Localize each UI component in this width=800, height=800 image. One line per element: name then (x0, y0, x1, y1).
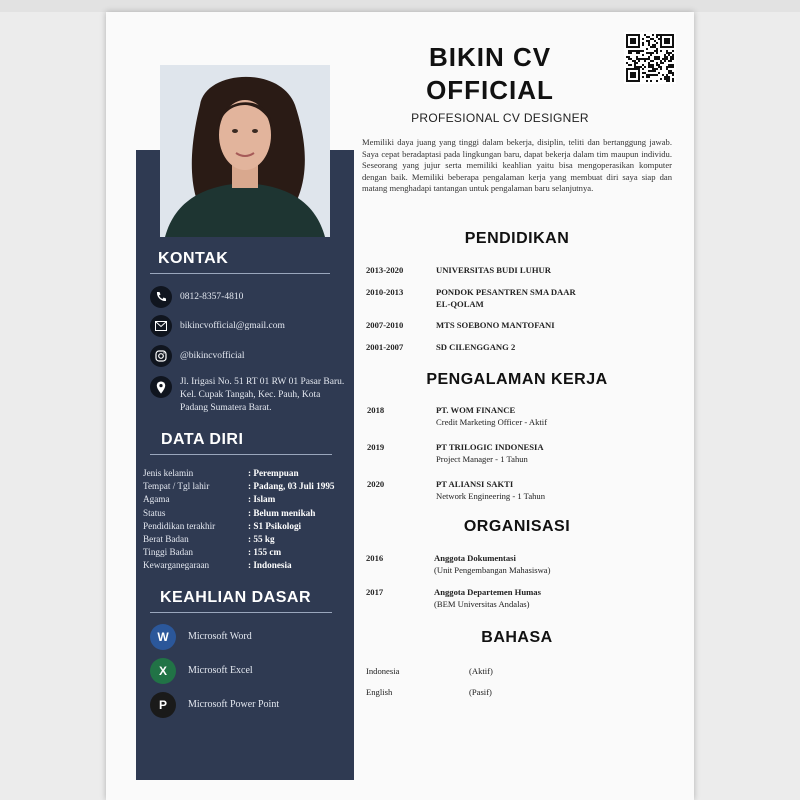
organisasi-entry (434, 553, 634, 576)
job-role: Project Manager - 1 Tahun (436, 453, 528, 464)
email-icon (150, 315, 172, 337)
school-name-line: MTS SOEBONO MANTOFANI (436, 320, 555, 330)
data-diri-value: : 55 kg (248, 534, 275, 544)
data-diri-value: : Indonesia (248, 560, 292, 571)
keahlian-heading: KEAHLIAN DASAR (160, 589, 311, 606)
organisasi-title: Anggota Dokumentasi (434, 553, 516, 563)
data-diri-label: Berat Badan (143, 534, 189, 544)
data-diri-row (143, 521, 358, 534)
data-diri-label: Agama (143, 494, 170, 505)
organisasi-heading: ORGANISASI (463, 518, 571, 535)
pengalaman-entry (436, 479, 636, 502)
data-diri-row (143, 494, 358, 507)
data-diri-value: : 155 cm (248, 547, 282, 558)
pengalaman-entry (436, 405, 636, 428)
contact-address: Jl. Irigasi No. 51 RT 01 RW 01 Pasar Baru. Kel. Cupak Tangah, Kec. Pauh, Kota Padang Sumatera Barat. (180, 377, 345, 413)
kontak-heading: KONTAK (158, 250, 229, 267)
data-diri-value: : Islam (248, 494, 276, 505)
school-name-line: SD CILENGGANG 2 (436, 342, 516, 352)
organisasi-year: 2017 (366, 587, 384, 597)
data-diri-row (143, 508, 358, 521)
pendidikan-year: 2010-2013 (366, 287, 404, 297)
data-diri-row (143, 481, 358, 494)
pendidikan-school (436, 265, 616, 277)
sidebar (136, 150, 354, 780)
pendidikan-heading: PENDIDIKAN (464, 230, 570, 247)
location-pin-icon (150, 376, 172, 398)
pengalaman-year: 2018 (367, 405, 385, 415)
data-diri-value: : Padang, 03 Juli 1995 (248, 481, 335, 492)
data-diri-label: Status (143, 507, 166, 518)
pengalaman-heading: PENGALAMAN KERJA (426, 371, 608, 388)
profile-photo (160, 65, 330, 237)
title-line-1: BIKIN CV (428, 42, 552, 72)
instagram-icon (150, 345, 172, 367)
skill-label: Microsoft Excel (188, 665, 253, 676)
data-diri-label: Tempat / Tgl lahir (143, 481, 210, 492)
language-level: (Aktif) (469, 666, 493, 676)
data-diri-label: Jenis kelamin (143, 468, 194, 478)
data-diri-row (143, 560, 358, 573)
data-diri-heading: DATA DIRI (161, 431, 244, 448)
skill-label: Microsoft Power Point (188, 699, 280, 710)
data-diri-label: Kewarganegaraan (143, 560, 210, 571)
language-level: (Pasif) (469, 687, 492, 697)
subtitle: PROFESIONAL CV DESIGNER (411, 111, 589, 125)
organisasi-detail: (BEM Universitas Andalas) (434, 598, 530, 609)
pendidikan-year: 2001-2007 (366, 342, 404, 352)
data-diri-divider (150, 454, 332, 455)
pendidikan-year: 2007-2010 (366, 320, 404, 330)
job-role: Credit Marketing Officer - Aktif (436, 416, 548, 427)
excel-icon: X (150, 658, 176, 684)
organisasi-year: 2016 (366, 553, 384, 563)
pengalaman-year: 2019 (367, 442, 385, 452)
language-name: English (366, 687, 393, 697)
pendidikan-year: 2013-2020 (366, 265, 404, 275)
pengalaman-year: 2020 (367, 479, 385, 489)
company-name: PT TRILOGIC INDONESIA (436, 442, 544, 452)
pendidikan-school (436, 287, 616, 310)
data-diri-value: : S1 Psikologi (248, 520, 302, 531)
contact-phone: 0812-8357-4810 (180, 292, 244, 302)
data-diri-label: Tinggi Badan (143, 547, 193, 558)
top-strip (0, 0, 800, 12)
language-name: Indonesia (366, 666, 400, 676)
job-role: Network Engineering - 1 Tahun (436, 490, 546, 501)
organisasi-title: Anggota Departemen Humas (434, 587, 541, 597)
phone-icon (150, 286, 172, 308)
pengalaman-entry (436, 442, 636, 465)
title-line-2: OFFICIAL (426, 75, 554, 105)
pendidikan-school (436, 342, 616, 354)
data-diri-value: : Perempuan (248, 468, 299, 478)
company-name: PT ALIANSI SAKTI (436, 479, 514, 489)
data-diri-row (143, 534, 358, 547)
contact-instagram: @bikincvofficial (180, 351, 245, 361)
kontak-divider (150, 273, 330, 274)
organisasi-entry (434, 587, 634, 610)
profile-summary: Memiliki daya juang yang tinggi dalam bekerja, disiplin, teliti dan bertanggung jawab. Saya cepat beradaptasi pada lingkungan baru, dapat bekerja dalam tim maupun individu. Seseorang yang jujur serta memiliki keahlian yaitu bisa mengoperasikan komputer dengan baik. Memiliki beberapa pengalaman kerja yang membuat diri saya siap dan matang menghadapi tantangan untuk pengalaman baru selanjutnya. (362, 137, 672, 193)
bahasa-heading: BAHASA (481, 629, 553, 646)
school-name-line: UNIVERSITAS BUDI LUHUR (436, 265, 551, 275)
powerpoint-icon: P (150, 692, 176, 718)
skill-label: Microsoft Word (188, 631, 252, 642)
school-name-line: EL-QOLAM (436, 298, 484, 309)
word-icon: W (150, 624, 176, 650)
pendidikan-school (436, 320, 616, 332)
qr-code-icon (624, 32, 676, 84)
data-diri-row (143, 547, 358, 560)
data-diri-label: Pendidikan terakhir (143, 520, 216, 531)
data-diri-row (143, 468, 358, 481)
school-name-line: PONDOK PESANTREN SMA DAAR (436, 287, 576, 297)
keahlian-divider (150, 612, 332, 613)
company-name: PT. WOM FINANCE (436, 405, 516, 415)
data-diri-value: : Belum menikah (248, 507, 316, 518)
contact-email: bikincvofficial@gmail.com (180, 321, 285, 331)
organisasi-detail: (Unit Pengembangan Mahasiswa) (434, 564, 551, 575)
